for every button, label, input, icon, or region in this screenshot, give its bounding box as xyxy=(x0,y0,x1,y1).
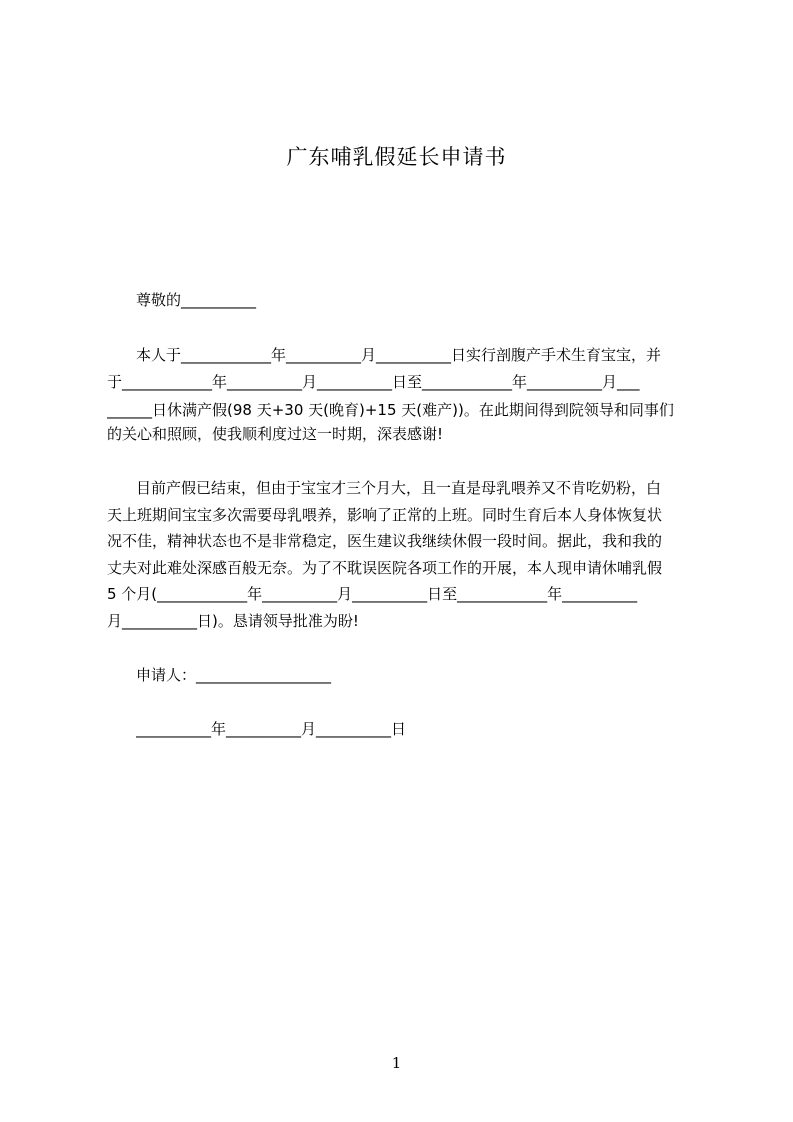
document-title: 广东哺乳假延长申请书 xyxy=(286,145,507,169)
page-number: 1 xyxy=(391,1054,402,1072)
paragraph1-line1: 本人于____________年__________月__________日实行剖腹产手术生育宝宝，并 xyxy=(136,346,662,364)
salutation: 尊敬的__________ xyxy=(136,291,257,309)
paragraph2-line3: 况不佳，精神状态也不是非常稳定，医生建议我继续休假一段时间。据此，我和我的 xyxy=(107,532,663,550)
paragraph1-line4: 的关心和照顾，使我顺利度过这一时期，深表感谢! xyxy=(107,425,444,443)
paragraph1-line2: 于____________年__________月__________日至____________年__________月___ xyxy=(107,373,640,391)
paragraph2-line5: 5 个月(____________年__________月__________日至____________年__________ xyxy=(107,585,638,603)
paragraph1-line3: ______日休满产假(98 天+30 天(晚育)+15 天(难产))。在此期间得到院领导和同事们 xyxy=(107,401,674,419)
paragraph2-line1: 目前产假已结束，但由于宝宝才三个月大，且一直是母乳喂养又不肯吃奶粉，白 xyxy=(136,479,662,497)
paragraph2-line6: 月__________日)。恳请领导批准为盼! xyxy=(107,612,359,630)
paragraph2-line2: 天上班期间宝宝多次需要母乳喂养，影响了正常的上班。同时生育后本人身体恢复状 xyxy=(107,506,663,524)
date-line: __________年__________月__________日 xyxy=(136,720,407,738)
paragraph2-line4: 丈夫对此难处深感百般无奈。为了不耽误医院各项工作的开展，本人现申请休哺乳假 xyxy=(107,559,663,577)
applicant-line: 申请人：__________________ xyxy=(136,666,332,684)
